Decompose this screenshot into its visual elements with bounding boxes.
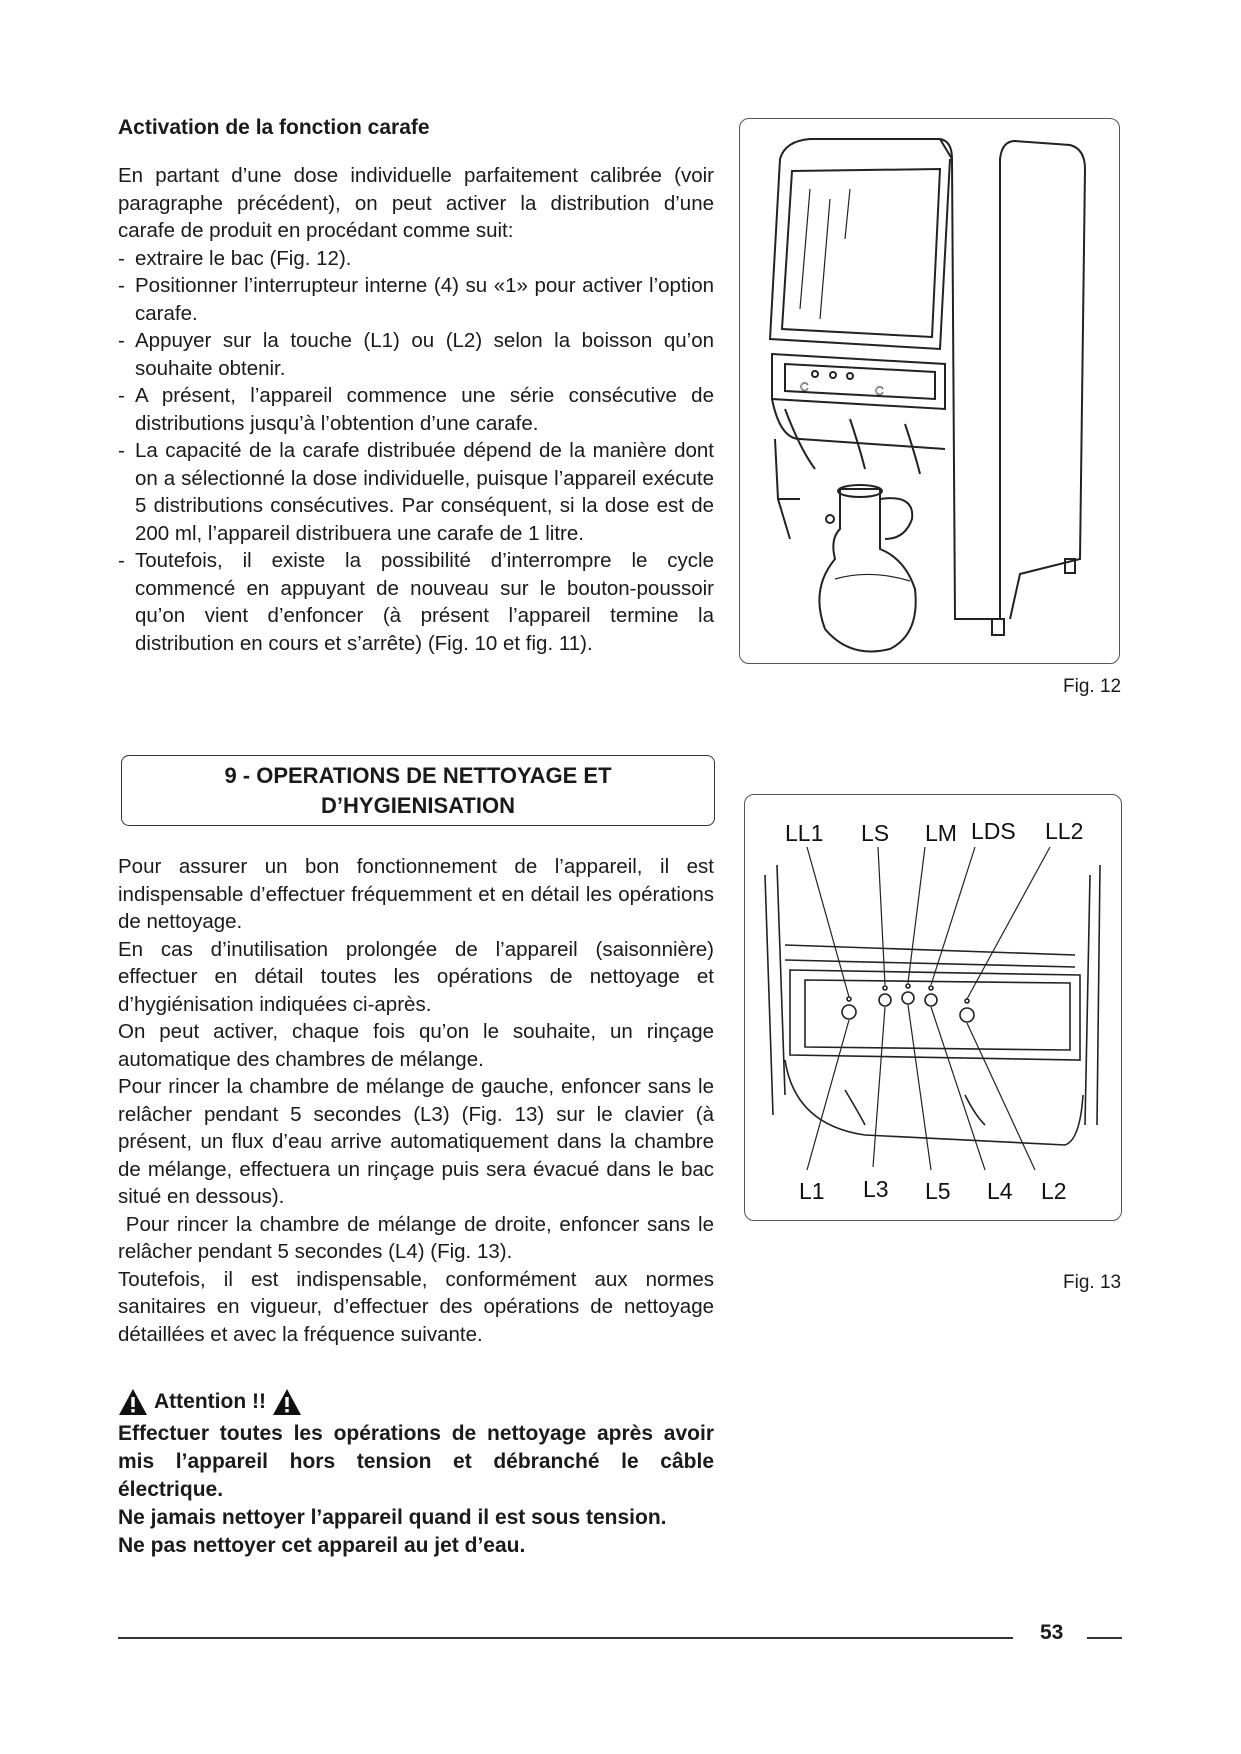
- warning-title-row: [118, 1388, 714, 1416]
- cleaning-paragraph: Pour rincer la chambre de mélange de droite, enfoncer sans le relâcher pendant 5 secondes (L4) (Fig. 13).: [118, 1212, 720, 1263]
- fig13-label-bottom: L2: [1041, 1178, 1067, 1204]
- list-item: - La capacité de la carafe distribuée dépend de la manière dont on a sélectionné la dose individuelle, puisque l’appareil exécute 5 distributions consécutives. Par conséquent, si la dose est de 200 ml, l’appareil distribuera une carafe de 1 litre.: [118, 437, 714, 547]
- page-number: 53: [1040, 1621, 1064, 1644]
- carafe-section: [118, 116, 714, 657]
- fig12-machine-illustration: [740, 119, 1118, 662]
- cleaning-paragraph: Pour rincer la chambre de mélange de gauche, enfoncer sans le relâcher pendant 5 secondes (L3) (Fig. 13) sur le clavier (à présent, un flux d’eau arrive automatiquement dans la chambre de mélange, effectuera un rinçage puis sera évacué dans le bac situé en dessous).: [118, 1075, 714, 1208]
- section-title-box: [121, 755, 715, 826]
- cleaning-paragraph: Pour assurer un bon fonctionnement de l’appareil, il est indispensable d’effectuer fréquemment et en détail les opérations de nettoyage.: [118, 855, 714, 933]
- warning-block: [118, 1388, 714, 1560]
- fig12-caption: Fig. 12: [1063, 676, 1122, 697]
- list-item: - Toutefois, il existe la possibilité d’interrompre le cycle commencé en appuyant de nouveau sur le bouton-poussoir qu’on vient d’enfoncer (à présent l’appareil termine la distribution en cours et s’arrête) (Fig. 10 et fig. 11).: [118, 547, 714, 657]
- fig13-label-top: LS: [861, 820, 890, 846]
- list-item: - Appuyer sur la touche (L1) ou (L2) selon la boisson qu’on souhaite obtenir.: [118, 327, 714, 382]
- fig13-label-top: LL2: [1045, 818, 1084, 844]
- fig13-label-top: LL1: [785, 820, 824, 846]
- warning-line: Ne pas nettoyer cet appareil au jet d’eau.: [118, 1534, 526, 1557]
- footer-rule: [118, 1637, 1013, 1639]
- fig13-label-bottom: L3: [863, 1176, 889, 1202]
- list-item: - extraire le bac (Fig. 12).: [118, 245, 714, 273]
- fig13-caption: Fig. 13: [1063, 1272, 1122, 1293]
- cleaning-section: [118, 853, 720, 1348]
- fig12-frame: [739, 118, 1120, 664]
- cleaning-paragraph: On peut activer, chaque fois qu’on le souhaite, un rinçage automatique des chambres de mélange.: [118, 1020, 714, 1071]
- footer-rule-right: [1087, 1637, 1122, 1639]
- fig13-label-bottom: L4: [987, 1178, 1013, 1204]
- cleaning-paragraph: En cas d’inutilisation prolongée de l’appareil (saisonnière) effectuer en détail toutes les opérations de nettoyage et d’hygiénisation indiquées ci-après.: [118, 937, 714, 1016]
- list-item: - A présent, l’appareil commence une série consécutive de distributions jusqu’à l’obtention d’une carafe.: [118, 382, 714, 437]
- warning-triangle-icon: [118, 1388, 148, 1416]
- section-title-line1: 9 - OPERATIONS DE NETTOYAGE ET: [224, 762, 612, 788]
- fig13-label-bottom: L5: [925, 1178, 951, 1204]
- section-title-line2: D’HYGIENISATION: [321, 792, 515, 818]
- carafe-heading: Activation de la fonction carafe: [118, 116, 430, 139]
- warning-line: Effectuer toutes les opérations de nettoyage après avoir mis l’appareil hors tension et débranché le câble électrique.: [118, 1422, 714, 1501]
- warning-title: Attention !!: [154, 1390, 266, 1413]
- fig13-label-top: LM: [925, 820, 957, 846]
- fig13-panel-illustration: [745, 795, 1120, 1219]
- list-item: - Positionner l’interrupteur interne (4) su «1» pour activer l’option carafe.: [118, 272, 714, 327]
- carafe-steps: [118, 245, 714, 658]
- fig13-label-top: LDS: [971, 818, 1016, 844]
- carafe-intro: En partant d’une dose individuelle parfaitement calibrée (voir paragraphe précédent), on peut activer la distribution d’une carafe de produit en procédant comme suit:: [118, 164, 714, 242]
- warning-triangle-icon: [272, 1388, 302, 1416]
- cleaning-paragraph: Toutefois, il est indispensable, conformément aux normes sanitaires en vigueur, d’effectuer des opérations de nettoyage détaillées et avec la fréquence suivante.: [118, 1267, 714, 1346]
- svg-text:C: C: [800, 380, 809, 394]
- warning-line: Ne jamais nettoyer l’appareil quand il est sous tension.: [118, 1506, 667, 1529]
- fig13-frame: [744, 794, 1122, 1221]
- fig13-label-bottom: L1: [799, 1178, 825, 1204]
- svg-text:C: C: [875, 384, 884, 398]
